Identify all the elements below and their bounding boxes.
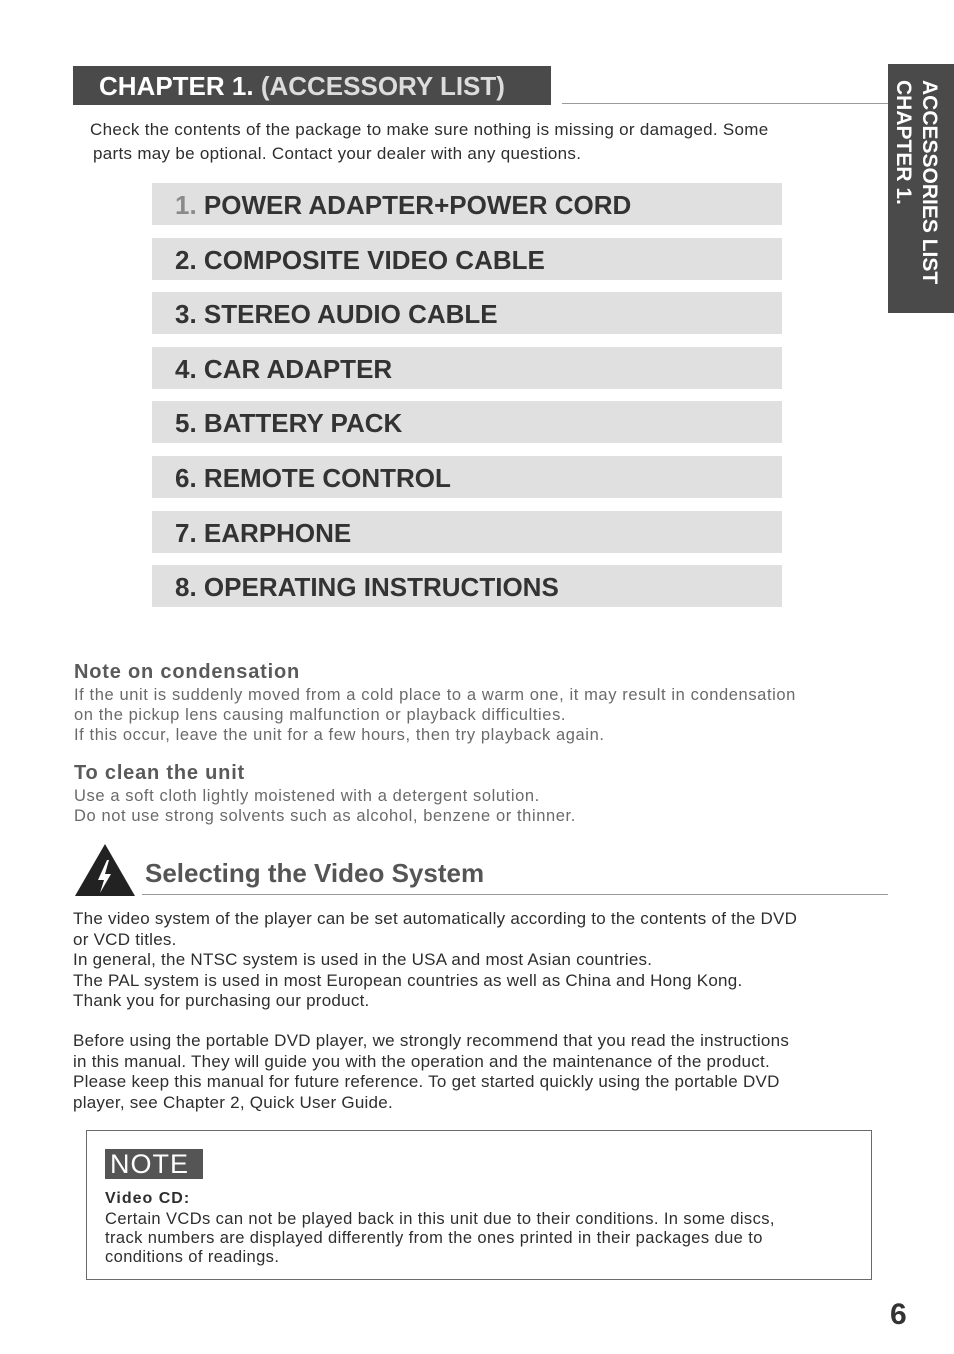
condensation-line: on the pickup lens causing malfunction or playback difficulties. (74, 706, 567, 724)
accessory-item (152, 347, 782, 389)
accessory-number: 2. (175, 244, 197, 275)
condensation-line: If this occur, leave the unit for a few hours, then try playback again. (74, 726, 605, 744)
side-tab-line2: ACCESSORIES LIST (918, 80, 941, 285)
lightning-warning-icon (74, 843, 136, 897)
page-number: 6 (890, 1298, 907, 1331)
video-system-line: Thank you for purchasing our product. (73, 991, 370, 1011)
before-use-line: player, see Chapter 2, Quick User Guide. (73, 1092, 393, 1112)
before-use-body (73, 1031, 893, 1113)
accessory-number: 7. (175, 517, 197, 548)
before-use-line: Before using the portable DVD player, we strongly recommend that you read the instructions (73, 1031, 790, 1050)
chapter-title-bar (73, 66, 551, 105)
intro-line: Check the contents of the package to make sure nothing is missing or damaged. Some (90, 120, 769, 139)
note-line: track numbers are displayed differently from the ones printed in their packages due to (105, 1229, 763, 1247)
video-system-line: In general, the NTSC system is used in the USA and most Asian countries. (73, 950, 653, 970)
accessory-number: 3. (175, 299, 197, 330)
note-line: Certain VCDs can not be played back in this unit due to their conditions. In some discs, (105, 1210, 775, 1228)
cleaning-heading: To clean the unit (74, 762, 246, 784)
accessory-label: STEREO AUDIO CABLE (203, 299, 498, 330)
accessory-label: BATTERY PACK (203, 408, 403, 439)
before-use-line: in this manual. They will guide you with the operation and the maintenance of the product. (73, 1051, 770, 1071)
accessory-label: COMPOSITE VIDEO CABLE (203, 244, 545, 275)
note-line: conditions of readings. (105, 1248, 280, 1266)
video-system-line: or VCD titles. (73, 929, 177, 949)
accessory-number: 6. (175, 462, 197, 493)
video-system-line: The video system of the player can be set automatically according to the contents of the DVD (73, 909, 798, 928)
note-text (105, 1210, 873, 1267)
video-system-title: Selecting the Video System (145, 858, 485, 888)
cleaning-body (74, 786, 894, 826)
accessory-number: 4. (175, 353, 197, 384)
condensation-line: If the unit is suddenly moved from a cold place to a warm one, it may result in condensation (74, 686, 796, 704)
condensation-body (74, 685, 894, 745)
accessory-item (152, 511, 782, 553)
note-box (86, 1130, 872, 1280)
video-system-rule (142, 894, 888, 895)
accessory-list (152, 183, 782, 620)
accessory-label: REMOTE CONTROL (203, 462, 451, 493)
before-use-line: Please keep this manual for future reference. To get started quickly using the portable DVD (73, 1072, 780, 1092)
intro-line: parts may be optional. Contact your dealer with any questions. (93, 144, 582, 163)
chapter-rule (562, 103, 888, 104)
cleaning-line: Use a soft cloth lightly moistened with a detergent solution. (74, 787, 540, 805)
chapter-title: CHAPTER 1. (99, 71, 254, 101)
chapter-title-paren: (ACCESSORY LIST) (260, 71, 505, 101)
video-system-line: The PAL system is used in most European countries as well as China and Hong Kong. (73, 970, 743, 990)
accessory-item (152, 456, 782, 498)
accessory-number: 1. (175, 190, 197, 220)
accessory-item (152, 183, 782, 225)
accessory-label: CAR ADAPTER (203, 353, 393, 384)
note-subheading: Video CD: (105, 1190, 191, 1207)
cleaning-line: Do not use strong solvents such as alcohol, benzene or thinner. (74, 807, 576, 825)
accessory-label: POWER ADAPTER+POWER CORD (203, 190, 632, 220)
accessory-label: OPERATING INSTRUCTIONS (203, 572, 559, 603)
accessory-item (152, 238, 782, 280)
accessory-label: EARPHONE (203, 517, 352, 548)
accessory-item (152, 292, 782, 334)
video-system-body (73, 909, 893, 1012)
accessory-number: 8. (175, 572, 197, 603)
accessory-number: 5. (175, 408, 197, 439)
side-tab-text (890, 80, 942, 284)
intro-text (90, 118, 870, 166)
accessory-item (152, 401, 782, 443)
side-tab-line1: CHAPTER 1. (892, 80, 915, 205)
accessory-item (152, 565, 782, 607)
condensation-heading: Note on condensation (74, 661, 300, 683)
side-chapter-tab (888, 64, 954, 313)
note-label: NOTE (105, 1149, 203, 1179)
